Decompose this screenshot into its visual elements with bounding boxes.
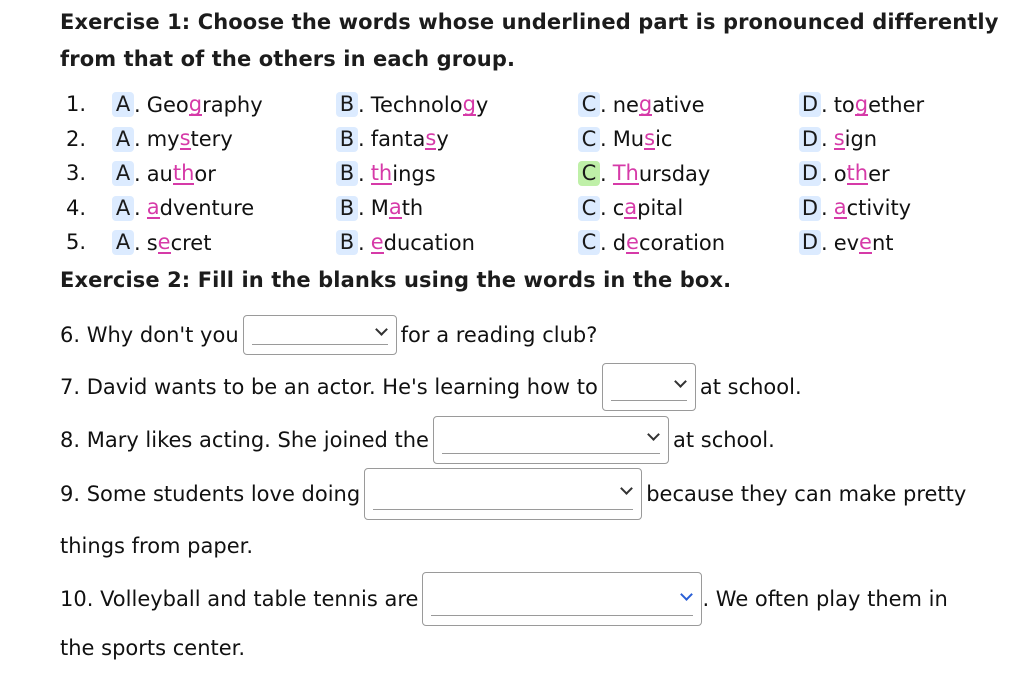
underlined-part: th [172, 160, 195, 185]
question-9-continuation [60, 534, 253, 558]
chevron-down-icon [647, 428, 660, 441]
word-prefix: to [833, 92, 855, 117]
word-suffix: tery [190, 127, 233, 151]
option-letter: C [578, 92, 600, 117]
underlined-part: g [188, 91, 203, 116]
question-row [66, 159, 966, 194]
question-8-before: 8. Mary likes acting. She joined the [60, 428, 429, 452]
word-suffix: cret [170, 230, 212, 255]
underlined-part: a [624, 195, 638, 219]
question-8-after: at school. [672, 428, 775, 452]
option-dot: . [358, 127, 365, 151]
option-c[interactable] [578, 161, 710, 186]
option-letter: B [336, 196, 358, 221]
option-dot: . [358, 230, 365, 255]
question-row [66, 194, 966, 229]
option-dot: . [821, 92, 828, 117]
option-d[interactable] [799, 92, 924, 117]
option-letter: B [336, 161, 358, 186]
underlined-part: s [644, 126, 656, 150]
option-dot: . [821, 127, 828, 151]
option-dot: . [600, 230, 607, 255]
question-7 [60, 363, 802, 411]
option-letter: B [336, 92, 358, 117]
question-10 [60, 572, 948, 626]
blank-underline [373, 509, 633, 510]
question-6-dropdown[interactable] [243, 315, 397, 355]
option-letter: D [799, 230, 821, 255]
option-letter: B [336, 127, 358, 152]
option-dot: . [600, 196, 607, 220]
word-prefix: M [370, 196, 389, 220]
word-suffix: ducation [383, 230, 475, 255]
question-9-dropdown[interactable] [364, 468, 642, 520]
option-a[interactable] [112, 230, 211, 255]
underlined-part: s [179, 126, 191, 150]
underlined-part: a [833, 195, 847, 219]
question-8-dropdown[interactable] [433, 416, 669, 464]
question-number: 4. [66, 195, 87, 220]
word-suffix: ctivity [846, 196, 912, 220]
underlined-part: g [854, 91, 869, 116]
option-letter: C [578, 196, 600, 221]
exercise-2-title: Exercise 2: Fill in the blanks using the words in the box. [60, 268, 732, 292]
option-b[interactable] [336, 127, 449, 152]
option-d[interactable] [799, 127, 877, 152]
question-10-dropdown[interactable] [422, 572, 702, 626]
option-a[interactable] [112, 161, 216, 186]
option-d[interactable] [799, 230, 894, 255]
option-c[interactable] [578, 196, 683, 221]
option-c[interactable] [578, 230, 725, 255]
option-dot: . [134, 92, 141, 117]
chevron-down-icon [375, 323, 388, 336]
option-dot: . [600, 161, 607, 186]
option-c[interactable] [578, 92, 705, 117]
word-suffix: ative [652, 92, 705, 117]
option-d[interactable] [799, 196, 911, 221]
question-10-before: 10. Volleyball and table tennis are [60, 587, 419, 611]
option-a[interactable] [112, 127, 233, 152]
option-b[interactable] [336, 161, 436, 186]
word-suffix: coration [638, 230, 726, 255]
underlined-part: e [157, 229, 171, 254]
option-letter: A [112, 196, 134, 221]
question-row [66, 125, 966, 160]
option-c[interactable] [578, 127, 672, 152]
question-row [66, 90, 966, 125]
option-d[interactable] [799, 161, 890, 186]
underlined-part: a [388, 195, 402, 219]
word-suffix: th [401, 196, 424, 220]
question-7-before: 7. David wants to be an actor. He's learning how to [60, 375, 598, 399]
underlined-part: s [425, 126, 437, 150]
option-b[interactable] [336, 230, 475, 255]
option-letter: D [799, 196, 821, 221]
underlined-part: g [462, 91, 476, 116]
option-letter: D [799, 161, 821, 186]
option-dot: . [134, 161, 141, 186]
question-9-before: 9. Some students love doing [60, 482, 361, 506]
word-prefix: au [146, 161, 173, 186]
blank-underline [611, 400, 687, 401]
option-letter: A [112, 92, 134, 117]
option-dot: . [134, 196, 141, 220]
word-suffix: ings [392, 161, 436, 186]
underlined-part: th [846, 160, 869, 185]
exercise-1-title: Exercise 1: Choose the words whose underlined part is pronounced differently from that of the others in each group. [60, 10, 999, 71]
option-letter: B [336, 230, 358, 255]
word-prefix: c [612, 196, 625, 220]
word-prefix: Geo [146, 92, 189, 117]
underlined-part: e [370, 229, 384, 254]
option-a[interactable] [112, 196, 254, 221]
word-suffix: ic [655, 127, 673, 151]
option-letter: A [112, 230, 134, 255]
underlined-part: s [833, 126, 845, 150]
option-letter: C [578, 230, 600, 255]
option-dot: . [134, 230, 141, 255]
chevron-down-icon [620, 482, 633, 495]
question-10-continuation [60, 636, 245, 660]
option-b[interactable] [336, 196, 423, 221]
option-letter: C [578, 127, 600, 152]
option-letter: A [112, 161, 134, 186]
chevron-down-icon [681, 588, 694, 601]
word-prefix: s [146, 230, 158, 255]
option-dot: . [358, 196, 365, 220]
question-7-dropdown[interactable] [602, 363, 696, 411]
question-10-cont: the sports center. [60, 636, 246, 660]
option-letter: A [112, 127, 134, 152]
word-prefix: my [146, 127, 180, 151]
option-a[interactable] [112, 92, 263, 117]
underlined-part: g [638, 91, 653, 116]
question-list [66, 90, 966, 263]
word-suffix: ether [868, 92, 925, 117]
option-letter: D [799, 92, 821, 117]
word-prefix: ne [612, 92, 639, 117]
underlined-part: e [859, 229, 872, 254]
option-letter: C [578, 161, 600, 186]
question-9-after: because they can make pretty [646, 482, 967, 506]
question-9 [60, 468, 966, 520]
option-dot: . [821, 230, 828, 255]
word-prefix: ev [833, 230, 860, 255]
word-suffix: raphy [202, 92, 263, 117]
word-suffix: er [868, 161, 890, 186]
option-dot: . [600, 127, 607, 151]
word-prefix: Technolo [370, 92, 463, 117]
blank-underline [442, 453, 660, 454]
word-prefix: o [833, 161, 847, 186]
word-suffix: or [194, 161, 216, 186]
word-suffix: ign [844, 127, 878, 151]
option-letter: D [799, 127, 821, 152]
question-number: 1. [66, 92, 87, 116]
underlined-part: Th [612, 160, 639, 185]
word-suffix: ursday [638, 161, 711, 186]
question-number: 3. [66, 161, 87, 185]
question-row [66, 228, 966, 263]
underlined-part: e [626, 229, 639, 254]
question-number: 2. [66, 126, 87, 151]
word-suffix: pital [637, 196, 684, 220]
question-7-after: at school. [699, 375, 802, 399]
underlined-part: a [146, 195, 160, 219]
blank-underline [252, 344, 388, 345]
word-suffix: y [475, 92, 489, 117]
word-prefix: fanta [370, 127, 426, 151]
question-8 [60, 416, 775, 464]
option-dot: . [134, 127, 141, 151]
word-suffix: y [436, 127, 449, 151]
question-6-before: 6. Why don't you [60, 323, 239, 347]
underlined-part: th [370, 160, 393, 185]
question-number: 5. [66, 230, 87, 254]
word-prefix: Mu [612, 127, 645, 151]
option-dot: . [600, 92, 607, 117]
option-dot: . [358, 161, 365, 186]
question-6 [60, 315, 597, 355]
question-9-cont: things from paper. [60, 534, 254, 558]
word-prefix: d [612, 230, 627, 255]
option-dot: . [821, 196, 828, 220]
option-b[interactable] [336, 92, 488, 117]
word-suffix: dventure [159, 196, 255, 220]
option-dot: . [821, 161, 828, 186]
blank-underline [431, 615, 693, 616]
word-suffix: nt [871, 230, 894, 255]
option-dot: . [358, 92, 365, 117]
question-10-after: . We often play them in [702, 587, 948, 611]
chevron-down-icon [674, 375, 687, 388]
question-6-after: for a reading club? [400, 323, 598, 347]
